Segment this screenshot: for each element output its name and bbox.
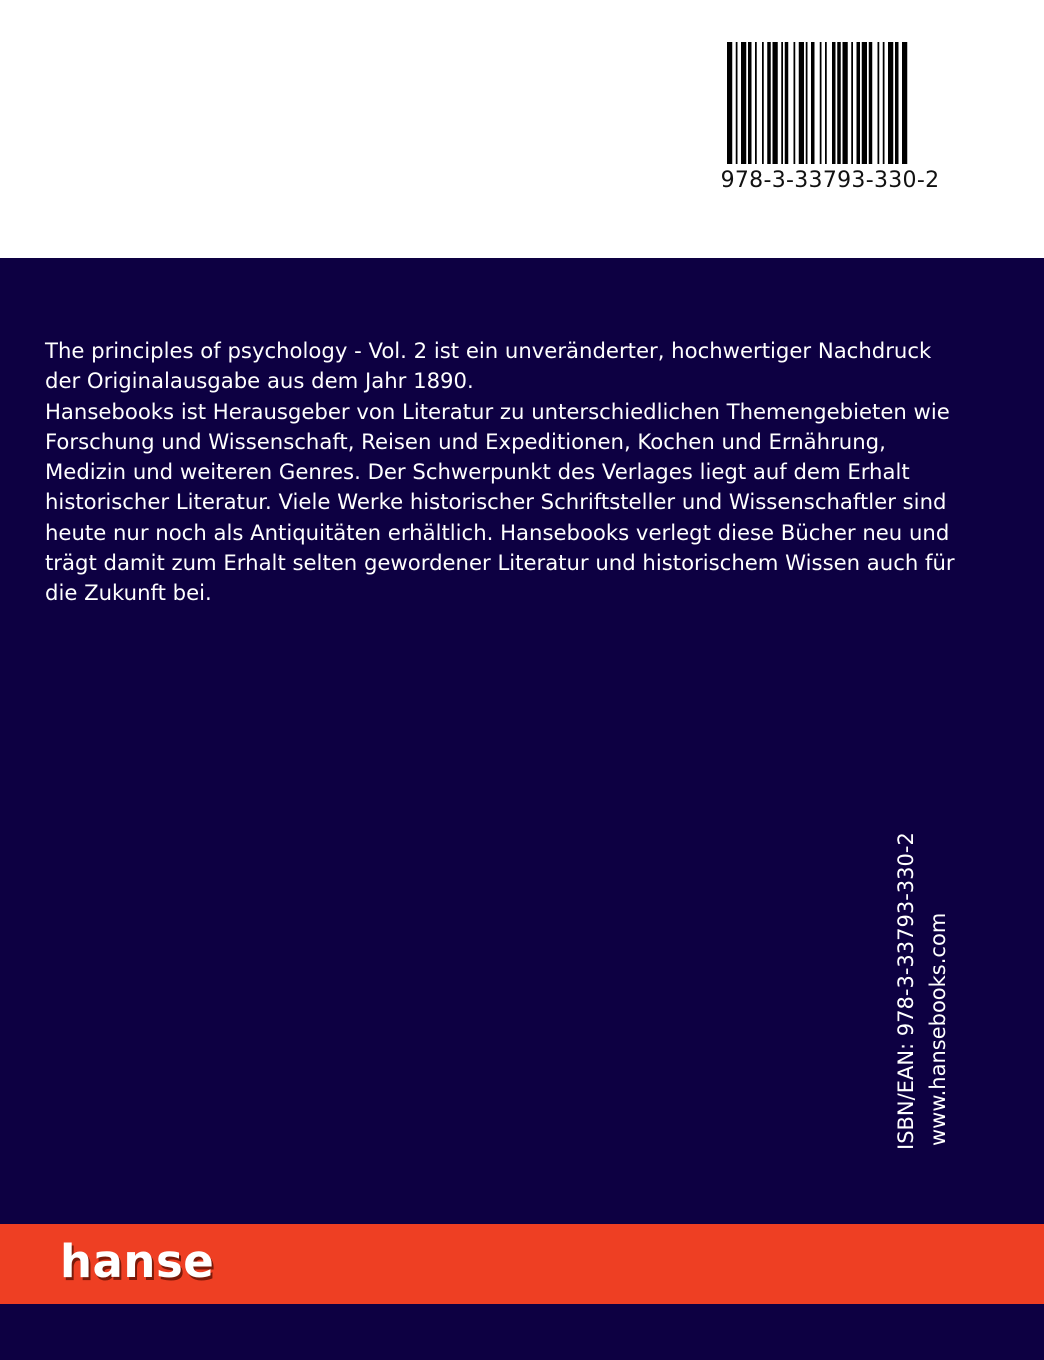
book-description [45,336,975,609]
description-line: historischer Literatur. Viele Werke historischer Schriftsteller und Wissenschaftler sind [45,489,947,515]
barcode-number: 978-3-33793-330-2 [720,168,940,193]
description-line: heute nur noch als Antiquitäten erhältlich. Hansebooks verlegt diese Bücher neu und [45,519,950,545]
hanse-logo: hanse [60,1235,215,1288]
barcode-icon [727,42,933,164]
description-line: Forschung und Wissenschaft, Reisen und Expeditionen, Kochen und Ernährung, [45,428,886,454]
isbn-text: ISBN/EAN: 978-3-33793-330-2 [894,832,918,1150]
website-link[interactable]: www.hansebooks.com [926,912,950,1146]
bottom-band [0,1304,1044,1360]
description-line: The principles of psychology - Vol. 2 ist ein unveränderter, hochwertiger Nachdruck [45,338,932,363]
description-line: Medizin und weiteren Genres. Der Schwerpunkt des Verlages liegt auf dem Erhalt [45,459,910,485]
description-line: Hansebooks ist Herausgeber von Literatur zu unterschiedlichen Themengebieten wie [45,398,950,424]
description-line: trägt damit zum Erhalt selten gewordener Literatur und historischem Wissen auch für [45,550,955,576]
description-line: die Zukunft bei. [45,580,212,606]
description-line: der Originalausgabe aus dem Jahr 1890. [45,368,474,394]
